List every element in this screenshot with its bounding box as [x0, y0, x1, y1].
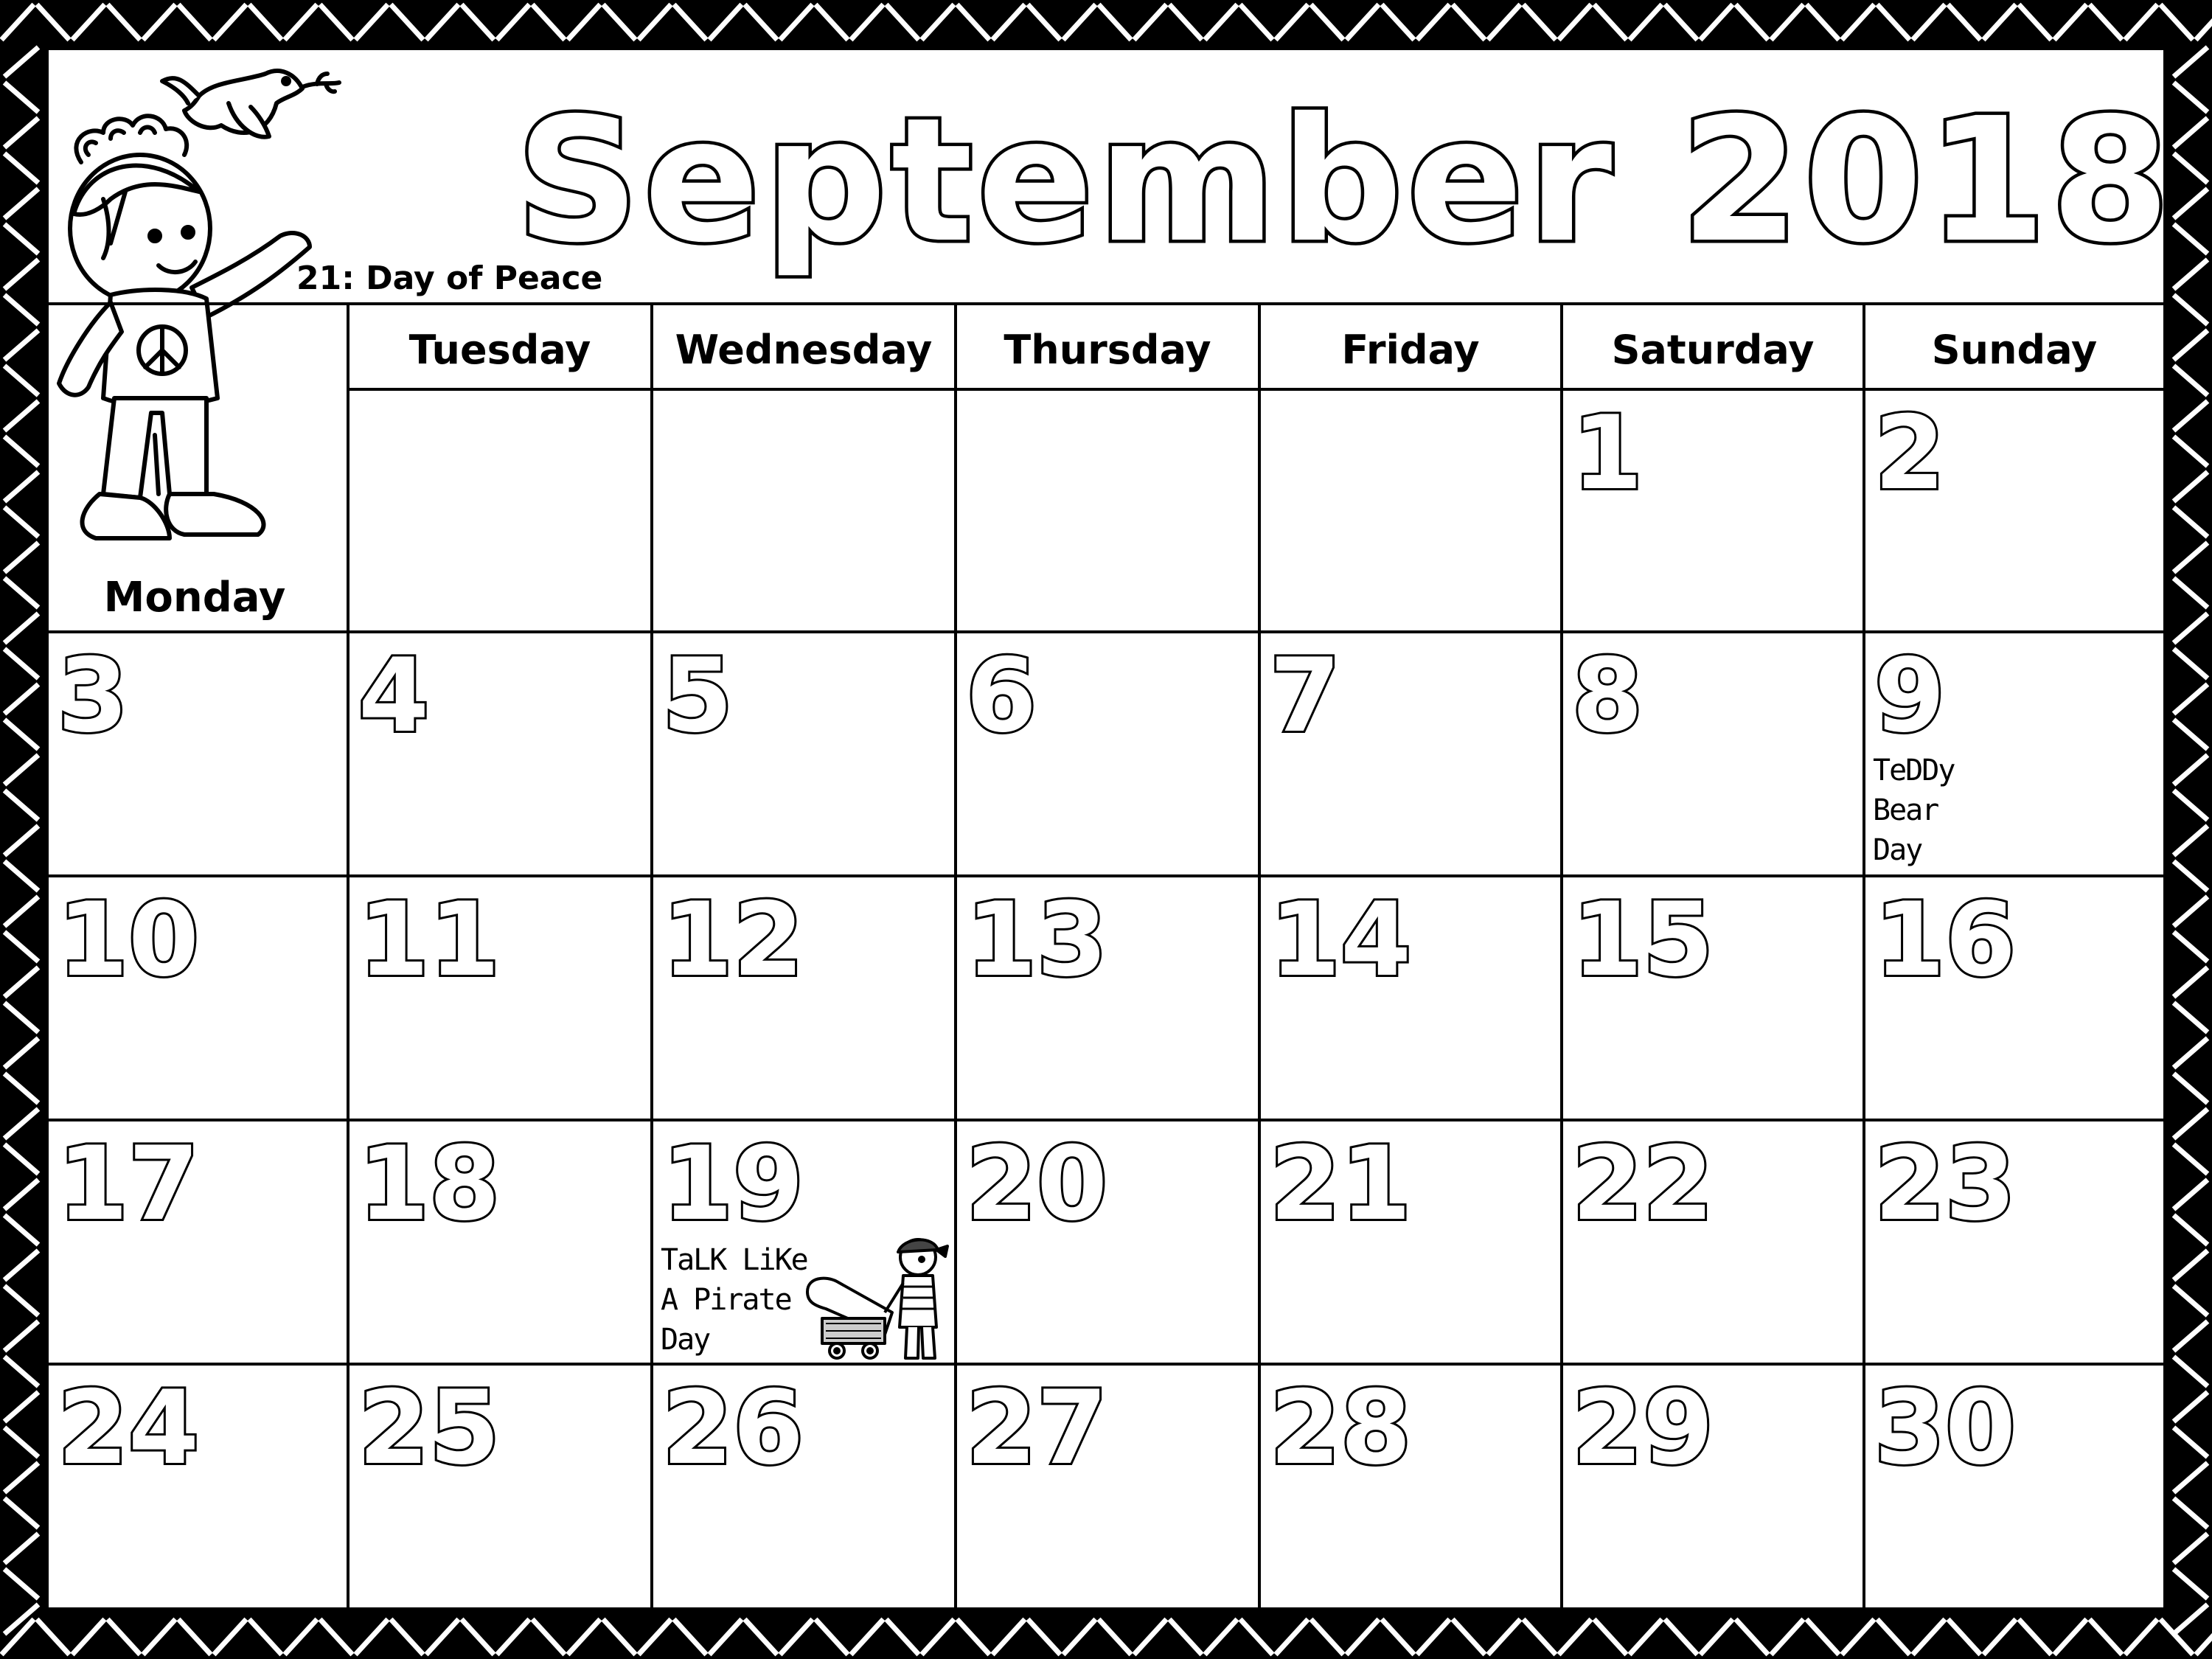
- day-number-text: 22: [1572, 1124, 1714, 1243]
- day-number: [55, 1368, 246, 1486]
- day-number: [1871, 1124, 2063, 1242]
- day-number-text: 12: [662, 880, 804, 999]
- day-number-text: 20: [966, 1124, 1108, 1243]
- day-number: [355, 1124, 547, 1242]
- day-number: [659, 636, 851, 754]
- day-number: [659, 880, 851, 998]
- day-number: [1569, 880, 1761, 998]
- day-number: [55, 1124, 246, 1242]
- day-number: [1871, 394, 2063, 512]
- header-tuesday: Tuesday: [408, 326, 591, 373]
- day-number: [1871, 880, 2063, 998]
- day-number: [55, 636, 246, 754]
- header-thursday: Thursday: [1004, 326, 1211, 373]
- day-number: [1871, 1368, 2063, 1486]
- day-number: [1267, 1368, 1458, 1486]
- teddy-bear-day-note: TeDDy Bear Day: [1873, 754, 1955, 867]
- pirate-with-cannon-icon: [804, 1224, 951, 1364]
- day-number-text: 11: [358, 880, 501, 999]
- day-number: [963, 880, 1155, 998]
- header-saturday: Saturday: [1611, 326, 1815, 373]
- header-friday: Friday: [1341, 326, 1480, 373]
- day-number: [963, 1368, 1155, 1486]
- header-monday: Monday: [103, 574, 286, 622]
- day-number-text: 16: [1874, 880, 2017, 999]
- day-number-text: 30: [1874, 1368, 2017, 1487]
- day-number-text: 6: [966, 636, 1037, 755]
- day-number-text: 8: [1572, 636, 1644, 755]
- day-number: [355, 636, 547, 754]
- day-number: [1871, 636, 2063, 754]
- day-number-text: 4: [358, 636, 430, 755]
- day-number-text: 25: [358, 1368, 501, 1487]
- svg-text:September 2018: September 2018: [516, 81, 2174, 280]
- day-number-text: 29: [1572, 1368, 1714, 1487]
- day-number-text: 23: [1874, 1124, 2017, 1243]
- day-number-text: 2: [1874, 394, 1946, 512]
- header-wednesday: Wednesday: [675, 326, 933, 373]
- day-number-text: 18: [358, 1124, 501, 1243]
- day-number: [1569, 1124, 1761, 1242]
- day-number-text: 26: [662, 1368, 804, 1487]
- day-number: [1569, 394, 1761, 512]
- day-number-text: 10: [58, 880, 200, 999]
- header-sunday: Sunday: [1931, 326, 2098, 373]
- day-number-text: 13: [966, 880, 1108, 999]
- day-number-text: 19: [662, 1124, 804, 1243]
- day-number-text: 15: [1572, 880, 1714, 999]
- day-number-text: 24: [58, 1368, 200, 1487]
- header-note: 21: Day of Peace: [296, 260, 603, 297]
- day-number: [355, 880, 547, 998]
- day-number: [659, 1368, 851, 1486]
- day-number-text: 27: [966, 1368, 1108, 1487]
- day-number-text: 1: [1572, 394, 1644, 512]
- day-number-text: 14: [1270, 880, 1412, 999]
- day-number: [963, 636, 1155, 754]
- day-number: [55, 880, 246, 998]
- day-number-text: 5: [662, 636, 734, 755]
- pirate-day-note: TaLK LiKe A Pirate Day: [661, 1243, 807, 1357]
- day-number-text: 7: [1270, 636, 1341, 755]
- day-number: [1569, 1368, 1761, 1486]
- day-number-text: 21: [1270, 1124, 1412, 1243]
- day-number: [355, 1368, 547, 1486]
- day-number: [963, 1124, 1155, 1242]
- day-number: [1569, 636, 1761, 754]
- day-number: [1267, 1124, 1458, 1242]
- day-number-text: 9: [1874, 636, 1946, 755]
- day-number: [1267, 880, 1458, 998]
- day-number-text: 17: [58, 1124, 200, 1243]
- day-number: [1267, 636, 1458, 754]
- day-number-text: 3: [58, 636, 129, 755]
- day-number-text: 28: [1270, 1368, 1412, 1487]
